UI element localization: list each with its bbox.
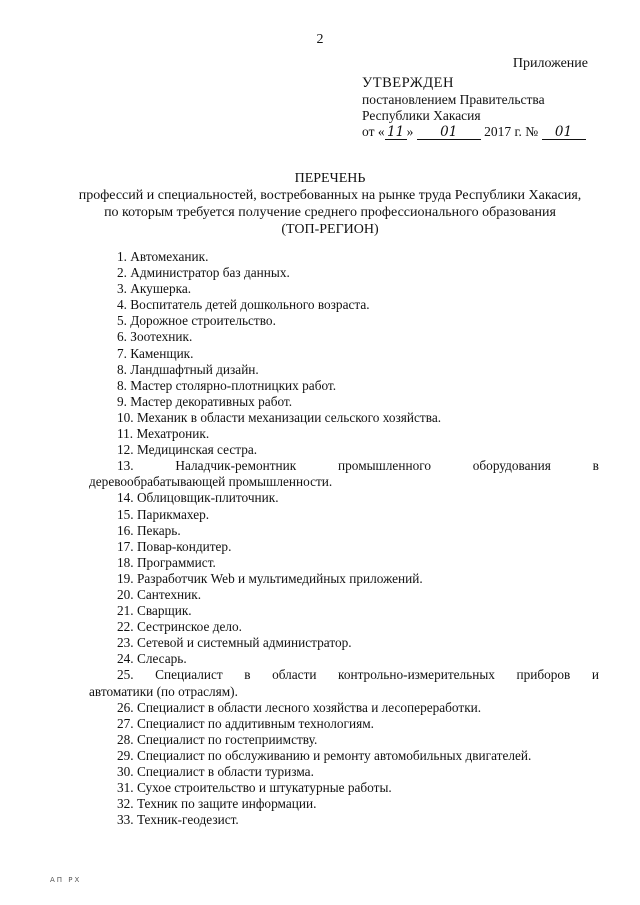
- list-item: 23. Сетевой и системный администратор.: [117, 635, 352, 651]
- heading-line-3: (ТОП-РЕГИОН): [281, 222, 379, 237]
- appendix-label: Приложение: [512, 56, 588, 71]
- list-item: 3. Акушерка.: [117, 281, 192, 297]
- date-prefix: от «: [362, 124, 385, 139]
- approval-line-2: Республики Хакасия: [362, 108, 481, 123]
- heading-title: ПЕРЕЧЕНЬ: [294, 171, 366, 186]
- list-item: 11. Мехатроник.: [117, 426, 210, 442]
- list-item: 16. Пекарь.: [117, 522, 181, 538]
- approval-block: [362, 75, 586, 140]
- list-item: 12. Медицинская сестра.: [117, 442, 258, 458]
- list-item-word: и: [591, 667, 599, 683]
- approval-line-1: постановлением Правительства: [362, 92, 545, 107]
- list-item-continuation: автоматики (по отраслям).: [89, 683, 238, 699]
- list-item-continuation: деревообрабатывающей промышленности.: [89, 474, 333, 490]
- list-item: 6. Зоотехник.: [117, 329, 193, 345]
- approval-title: УТВЕРЖДЕН: [362, 75, 454, 91]
- footer-mark: АП РХ: [50, 876, 82, 884]
- heading-line-1: профессий и специальностей, востребованных на рынке труда Республики Хакасия,: [78, 188, 582, 203]
- list-item: 18. Программист.: [117, 554, 216, 570]
- handwritten-day: 11: [385, 125, 407, 140]
- list-item-word: промышленного: [338, 458, 431, 474]
- list-item: 24. Слесарь.: [117, 651, 187, 667]
- list-item: 5. Дорожное строительство.: [117, 313, 276, 329]
- list-item: 20. Сантехник.: [117, 586, 202, 602]
- profession-list: [89, 249, 599, 828]
- list-item: 30. Специалист в области туризма.: [117, 764, 314, 779]
- list-item: [89, 667, 599, 699]
- list-item: 1. Автомеханик.: [117, 249, 209, 264]
- list-item-word: оборудования: [472, 458, 551, 474]
- date-mid: »: [406, 124, 414, 139]
- list-item: 26. Специалист в области лесного хозяйства и лесопереработки.: [117, 699, 482, 715]
- list-item-word: в: [592, 458, 599, 474]
- list-item: 29. Специалист по обслуживанию и ремонту автомобильных двигателей.: [117, 747, 532, 763]
- year-text: 2017 г. №: [484, 124, 539, 139]
- list-item-word: контрольно-измерительных: [338, 667, 495, 683]
- list-item: 8. Ландшафтный дизайн.: [117, 361, 259, 377]
- list-item: 7. Каменщик.: [117, 345, 194, 361]
- list-item: 19. Разработчик Web и мультимедийных приложений.: [117, 570, 423, 586]
- list-item: 10. Механик в области механизации сельского хозяйства.: [117, 409, 442, 425]
- list-item-word: Наладчик-ремонтник: [175, 458, 297, 474]
- document-heading: [60, 170, 600, 238]
- list-item: 9. Мастер декоративных работ.: [117, 393, 293, 409]
- list-item-word: Специалист: [155, 667, 223, 683]
- list-item: 32. Техник по защите информации.: [117, 796, 317, 812]
- list-item: 33. Техник-геодезист.: [117, 812, 239, 828]
- list-item-word: 25.: [117, 667, 134, 683]
- list-item-word: 13.: [117, 458, 134, 474]
- list-item: 15. Парикмахер.: [117, 506, 210, 522]
- page-number: 2: [316, 32, 324, 47]
- list-item-word: в: [244, 667, 251, 683]
- handwritten-month: 01: [417, 125, 481, 140]
- list-item: 4. Воспитатель детей дошкольного возраста.: [117, 297, 370, 313]
- list-item: 22. Сестринское дело.: [117, 619, 242, 635]
- list-item: 28. Специалист по гостеприимству.: [117, 731, 318, 747]
- list-item: 8. Мастер столярно-плотницких работ.: [117, 377, 337, 393]
- approval-date-line: [362, 124, 586, 140]
- list-item-word: области: [272, 667, 317, 683]
- list-item: 17. Повар-кондитер.: [117, 538, 232, 554]
- list-item: [89, 458, 599, 490]
- list-item-word: приборов: [516, 667, 571, 683]
- list-item: 21. Сварщик.: [117, 603, 192, 619]
- heading-line-2: по которым требуется получение среднего профессионального образования: [104, 205, 556, 220]
- handwritten-number: 01: [542, 125, 586, 140]
- list-item: 31. Сухое строительство и штукатурные работы.: [117, 780, 392, 796]
- list-item: 27. Специалист по аддитивным технологиям.: [117, 715, 374, 731]
- list-item: 14. Облицовщик-плиточник.: [117, 490, 279, 506]
- list-item: 2. Администратор баз данных.: [117, 265, 290, 281]
